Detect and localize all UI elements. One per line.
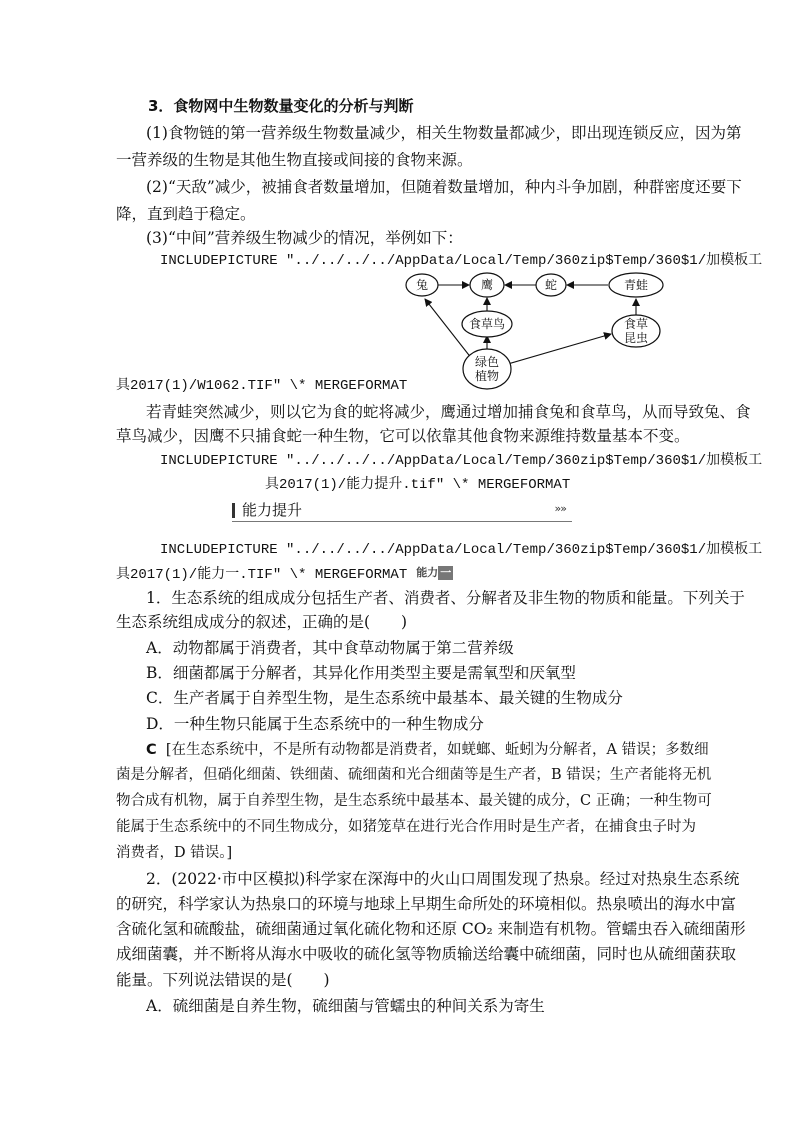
q1-stem-line-2: 生态系统组成成分的叙述，正确的是( ) bbox=[116, 613, 408, 631]
label-kunchong-2: 昆虫 bbox=[623, 331, 649, 345]
section-header bbox=[232, 500, 572, 522]
q2-stem-line-3: 含硫化氢和硫酸盐，硫细菌通过氧化硫化物和还原 CO₂ 来制造有机物。管蠕虫吞入硫细菌形 bbox=[116, 920, 746, 938]
section-title: 能力提升 bbox=[242, 501, 303, 519]
include-field-1-line-1: INCLUDEPICTURE "../../../../AppData/Local/Temp/360zip$Temp/360$1/加模板工 bbox=[160, 253, 763, 269]
heading: 3．食物网中生物数量变化的分析与判断 bbox=[148, 97, 414, 115]
arrow-zhiwu-to-kunchong bbox=[508, 334, 611, 364]
include-field-3-line-2 bbox=[116, 563, 453, 585]
paragraph-1-line-1: (1)食物链的第一营养级生物数量减少，相关生物数量都减少，即出现连锁反应，因为第 bbox=[146, 124, 742, 142]
q1-option-c: C．生产者属于自养型生物，是生态系统中最基本、最关键的生物成分 bbox=[146, 689, 623, 707]
q1-option-d: D．一种生物只能属于生态系统中的一种生物成分 bbox=[146, 715, 484, 733]
q1-explanation-line-1 bbox=[146, 740, 709, 760]
paragraph-4-line-2: 草鸟减少，因鹰不只捕食蛇一种生物，它可以依靠其他食物来源维持数量基本不变。 bbox=[116, 427, 690, 445]
label-zhiwu-2: 植物 bbox=[474, 369, 500, 383]
section-rule bbox=[232, 521, 572, 522]
q2-stem-line-4: 成细菌囊，并不断将从海水中吸收的硫化氢等物质输送给囊中硫细菌，同时也从硫细菌获取 bbox=[116, 945, 737, 963]
q1-stem-line-1: 1．生态系统的组成成分包括生产者、消费者、分解者及非生物的物质和能量。下列关于 bbox=[146, 589, 745, 607]
label-ying: 鹰 bbox=[480, 278, 494, 292]
include-field-2-line-1: INCLUDEPICTURE "../../../../AppData/Local/Temp/360zip$Temp/360$1/加模板工 bbox=[160, 453, 763, 469]
q1-explanation-line-2: 菌是分解者，但硝化细菌、铁细菌、硫细菌和光合细菌等是生产者，B 错误；生产者能将无机 bbox=[116, 767, 712, 783]
chevron-icon: »» bbox=[554, 502, 566, 515]
ability-badge-label: 能力 bbox=[416, 566, 439, 579]
paragraph-2-line-1: (2)“天敌”减少，被捕食者数量增加，但随着数量增加，种内斗争加剧，种群密度还要下 bbox=[146, 178, 742, 196]
q1-explanation-text: [在生态系统中，不是所有动物都是消费者，如蜣螂、蚯蚓为分解者，A 错误；多数细 bbox=[165, 742, 709, 758]
ability-badge-mark: 一 bbox=[440, 566, 452, 579]
label-kunchong-1: 食草 bbox=[623, 317, 649, 331]
paragraph-1-line-2: 一营养级的生物是其他生物直接或间接的食物来源。 bbox=[116, 151, 473, 169]
q1-explanation-line-3: 物合成有机物，属于自养型生物，是生态系统中最基本、最关键的成分，C 正确；一种生物可 bbox=[116, 793, 712, 809]
include-field-3-line-1: INCLUDEPICTURE "../../../../AppData/Local/Temp/360zip$Temp/360$1/加模板工 bbox=[160, 542, 763, 558]
q2-option-a: A．硫细菌是自养生物，硫细菌与管蠕虫的种间关系为寄生 bbox=[146, 997, 545, 1015]
label-she: 蛇 bbox=[544, 278, 558, 292]
q1-explanation-line-5: 消费者，D 错误。] bbox=[116, 845, 233, 861]
include-field-1-line-2: 具2017(1)/W1062.TIF" \* MERGEFORMAT bbox=[116, 378, 408, 394]
paragraph-2-line-2: 降，直到趋于稳定。 bbox=[116, 205, 256, 223]
paragraph-4-line-1: 若青蛙突然减少，则以它为食的蛇将减少，鹰通过增加捕食兔和食草鸟，从而导致兔、食 bbox=[146, 403, 751, 421]
label-tu: 兔 bbox=[415, 278, 429, 292]
q2-stem-line-2: 的研究，科学家认为热泉口的环境与地球上早期生命所处的环境相似。热泉喷出的海水中富 bbox=[116, 895, 737, 913]
section-marker bbox=[232, 503, 235, 518]
include-field-2-line-2: 具2017(1)/能力提升.tif" \* MERGEFORMAT bbox=[265, 477, 571, 493]
label-shicaoniao: 食草鸟 bbox=[468, 317, 506, 331]
food-web-diagram bbox=[400, 268, 690, 393]
q2-stem-line-1: 2．(2022·市中区模拟)科学家在深海中的火山口周围发现了热泉。经过对热泉生态系统 bbox=[146, 870, 740, 888]
q2-stem-line-5: 能量。下列说法错误的是( ) bbox=[116, 971, 330, 989]
label-zhiwu-1: 绿色 bbox=[474, 355, 500, 369]
label-qingwa: 青蛙 bbox=[623, 278, 649, 292]
q1-answer: C bbox=[146, 742, 157, 758]
include-field-3-text: 具2017(1)/能力一.TIF" \* MERGEFORMAT bbox=[116, 567, 408, 583]
q1-option-b: B．细菌都属于分解者，其异化作用类型主要是需氧型和厌氧型 bbox=[146, 664, 576, 682]
q1-explanation-line-4: 能属于生态系统中的不同生物成分，如猪笼草在进行光合作用时是生产者，在捕食虫子时为 bbox=[116, 819, 696, 835]
paragraph-3: (3)“中间”营养级生物减少的情况，举例如下： bbox=[146, 229, 463, 247]
q1-option-a: A．动物都属于消费者，其中食草动物属于第二营养级 bbox=[146, 639, 514, 657]
